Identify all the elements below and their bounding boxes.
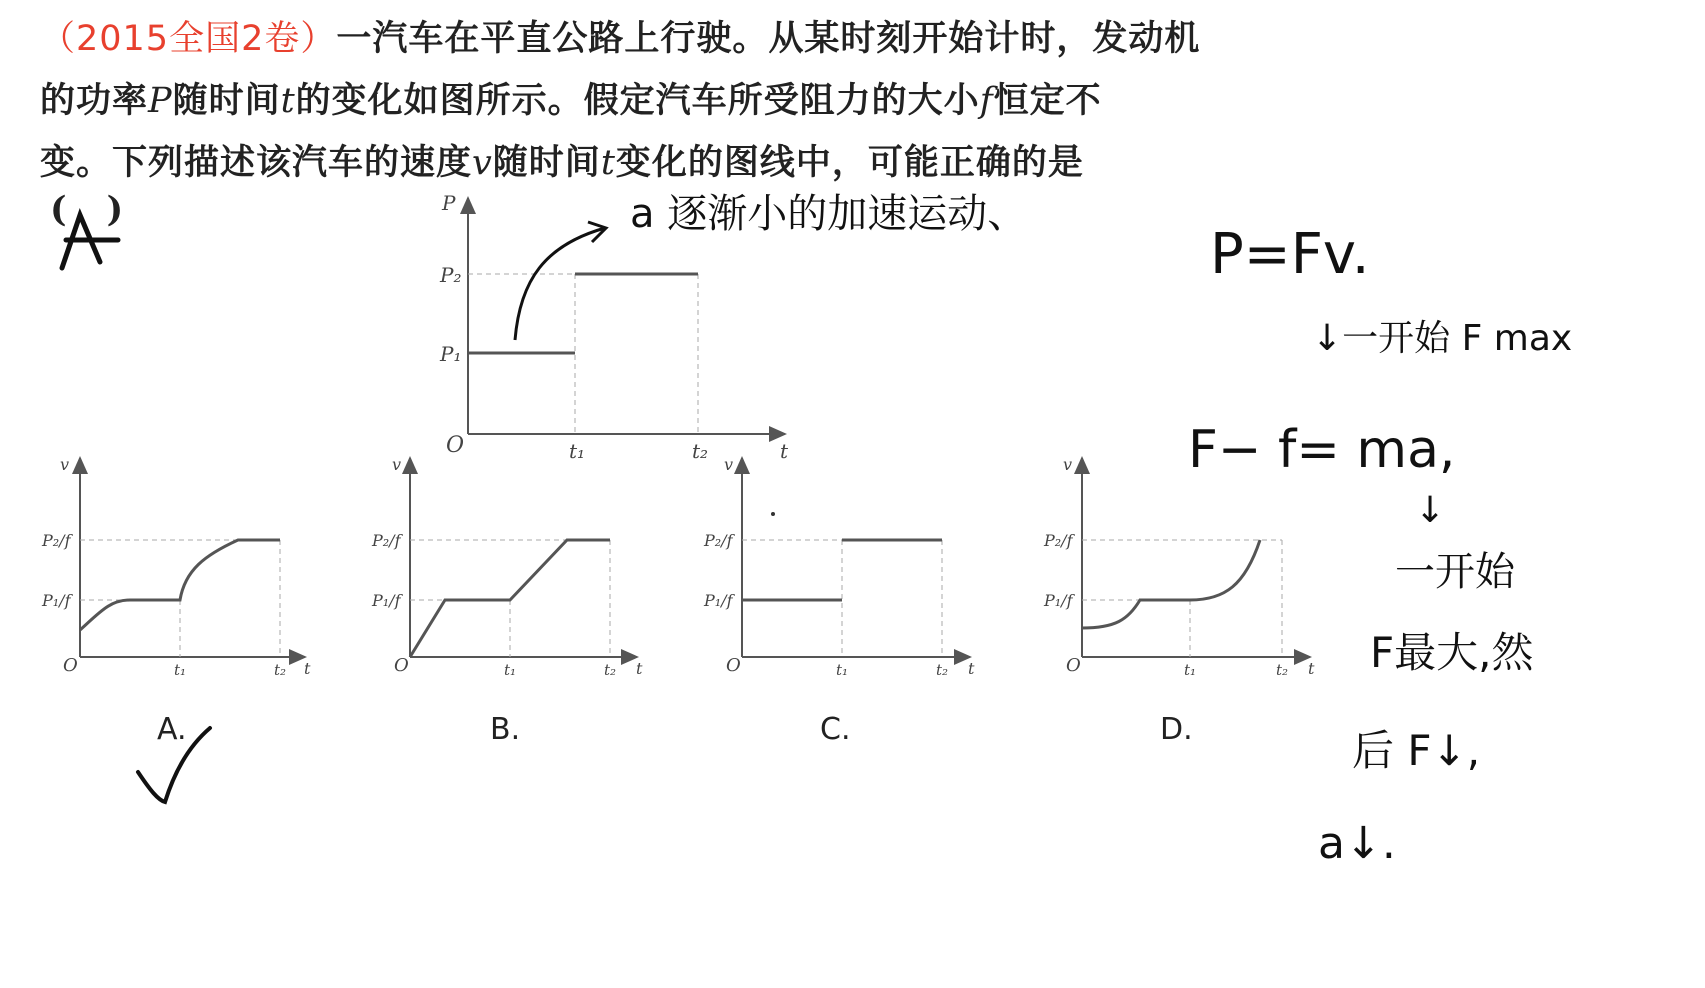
note-formula-pfv: P=Fv. (1210, 222, 1370, 287)
option-d-label[interactable]: D. (1160, 712, 1193, 747)
svg-text:t: t (636, 659, 643, 678)
question-source: （2015全国2卷） (40, 19, 337, 59)
note-f-decrease: 后 F↓, (1352, 726, 1481, 775)
note-acceleration: a 逐渐小的加速运动、 (630, 191, 1028, 237)
option-a-curve (80, 540, 280, 630)
svg-text:O: O (394, 655, 409, 676)
question-line-3c: 变化的图线中，可能正确的是 (615, 142, 1084, 183)
svg-text:t₂: t₂ (1276, 661, 1289, 679)
bracket-close: ) (106, 189, 124, 230)
note-a-decrease: a↓. (1318, 818, 1396, 869)
option-b-graph (371, 455, 643, 679)
annotation-arrow (515, 228, 605, 340)
note-start: 一开始 (1395, 549, 1515, 595)
var-f: f (979, 81, 994, 121)
svg-text:v: v (392, 455, 402, 474)
top-tick-p2: P₂ (440, 263, 462, 287)
svg-text:t: t (968, 659, 975, 678)
option-d-graph (1043, 455, 1315, 679)
question-line-2b: 随时间 (172, 80, 281, 121)
svg-text:P₂/f: P₂/f (704, 531, 733, 550)
top-origin: O (446, 433, 465, 458)
top-tick-t1: t₁ (569, 439, 586, 463)
option-b-label[interactable]: B. (490, 712, 521, 747)
top-x-label: t (780, 439, 789, 463)
var-v: v (472, 143, 493, 183)
svg-text:P₁/f: P₁/f (42, 591, 71, 610)
note-f-max: ↓一开始 F max (1312, 318, 1573, 359)
note-f-largest: F最大,然 (1370, 628, 1534, 677)
question-line-3b: 随时间 (492, 142, 601, 183)
option-c-graph (703, 455, 975, 679)
note-formula-newton: F− f= ma, (1188, 420, 1456, 480)
note-arrow-down: ↓ (1415, 490, 1446, 531)
svg-text:O: O (63, 655, 78, 676)
bracket-open: ( (50, 189, 67, 230)
svg-text:P₂/f: P₂/f (42, 531, 71, 550)
question-line-2a: 的功率 (40, 80, 149, 121)
top-tick-t2: t₂ (692, 439, 709, 463)
option-a-graph (41, 455, 311, 679)
svg-text:P₁/f: P₁/f (704, 591, 733, 610)
svg-text:t: t (1308, 659, 1315, 678)
svg-text:P₁/f: P₁/f (372, 591, 401, 610)
option-d-curve (1082, 540, 1260, 628)
svg-text:P₂/f: P₂/f (372, 531, 401, 550)
svg-text:P₂/f: P₂/f (1044, 531, 1073, 550)
svg-text:v: v (724, 455, 734, 474)
svg-text:t₂: t₂ (604, 661, 617, 679)
question-line-2d: 恒定不 (993, 80, 1102, 121)
question-line-1: 一汽车在平直公路上行驶。从某时刻开始计时，发动机 (336, 18, 1201, 59)
svg-text:t₂: t₂ (274, 661, 287, 679)
option-c-label[interactable]: C. (820, 712, 851, 747)
question-line-2c: 的变化如图所示。假定汽车所受阻力的大小 (295, 80, 980, 121)
var-p: P (148, 81, 173, 121)
svg-text:P₁/f: P₁/f (1044, 591, 1073, 610)
svg-text:t₁: t₁ (174, 661, 187, 679)
stray-dot (771, 512, 775, 516)
svg-text:t: t (304, 659, 311, 678)
svg-text:t₁: t₁ (504, 661, 517, 679)
svg-text:O: O (1066, 655, 1081, 676)
var-t-2: t (600, 143, 616, 183)
svg-text:O: O (726, 655, 741, 676)
top-y-label: P (442, 191, 456, 215)
top-tick-p1: P₁ (440, 342, 462, 366)
question-line-3a: 变。下列描述该汽车的速度 (40, 142, 473, 183)
handwritten-answer-a (62, 215, 118, 268)
svg-text:t₁: t₁ (836, 661, 849, 679)
var-t: t (280, 81, 296, 121)
svg-text:v: v (60, 455, 70, 474)
option-a-label[interactable]: A. (157, 712, 187, 747)
svg-text:v: v (1063, 455, 1073, 474)
svg-text:t₂: t₂ (936, 661, 949, 679)
svg-text:t₁: t₁ (1184, 661, 1197, 679)
